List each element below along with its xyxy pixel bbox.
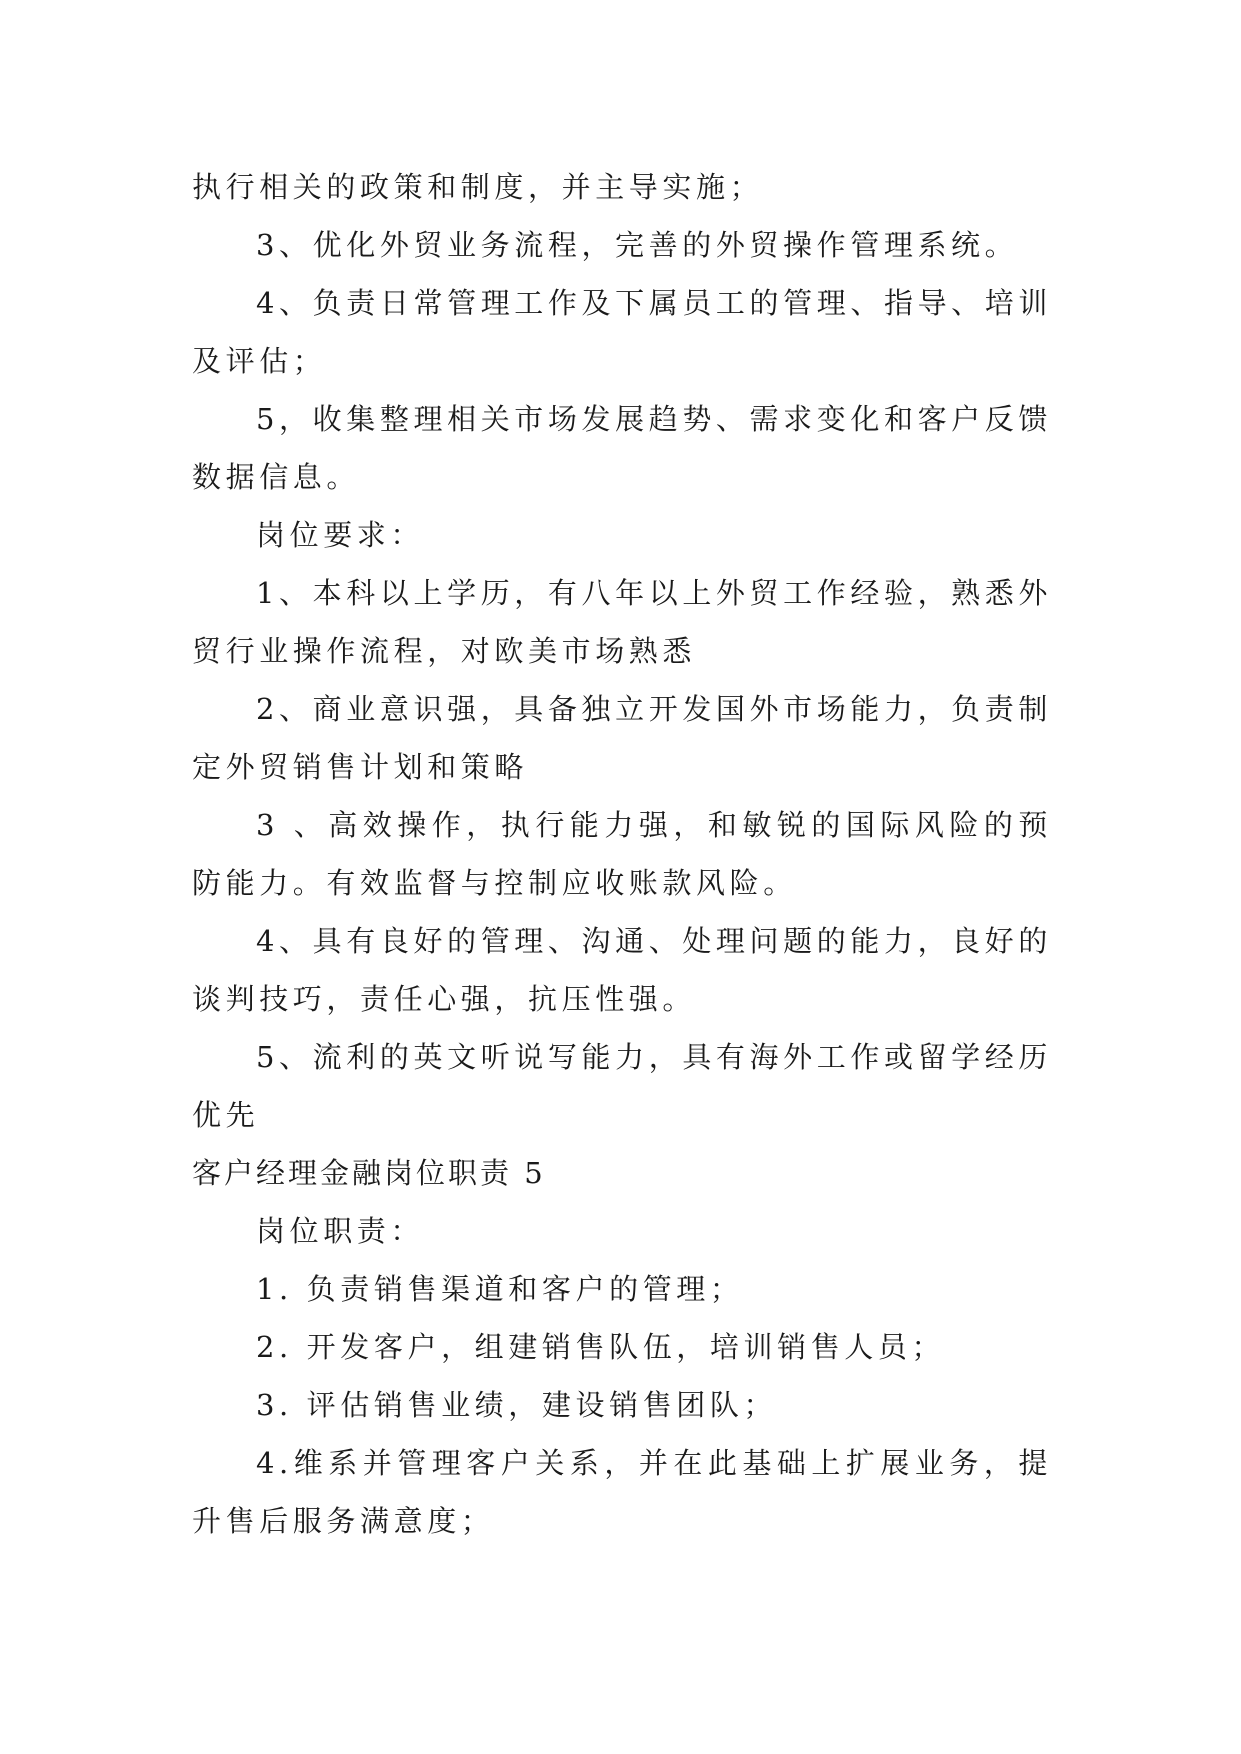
paragraph-section-duty-4: 4.维系并管理客户关系，并在此基础上扩展业务，提升售后服务满意度；	[192, 1446, 1052, 1538]
paragraph-section-duty-3: 3. 评估销售业绩，建设销售团队；	[256, 1388, 778, 1422]
paragraph-duty-5: 5，收集整理相关市场发展趋势、需求变化和客户反馈数据信息。	[192, 402, 1052, 494]
paragraph-duty-3: 3、优化外贸业务流程，完善的外贸操作管理系统。	[256, 228, 1019, 262]
requirements-heading: 岗位要求：	[256, 518, 425, 552]
paragraph-requirement-5: 5、流利的英文听说写能力，具有海外工作或留学经历优先	[192, 1040, 1052, 1132]
paragraph-continuation: 执行相关的政策和制度，并主导实施；	[192, 170, 764, 204]
paragraph-section-duty-1: 1. 负责销售渠道和客户的管理；	[256, 1272, 744, 1306]
duties-heading: 岗位职责：	[256, 1214, 425, 1248]
paragraph-duty-4: 4、负责日常管理工作及下属员工的管理、指导、培训及评估；	[192, 286, 1052, 378]
paragraph-requirement-1: 1、本科以上学历，有八年以上外贸工作经验，熟悉外贸行业操作流程，对欧美市场熟悉	[192, 576, 1052, 668]
paragraph-requirement-2: 2、商业意识强，具备独立开发国外市场能力，负责制定外贸销售计划和策略	[192, 692, 1052, 784]
paragraph-requirement-4: 4、具有良好的管理、沟通、处理问题的能力，良好的谈判技巧，责任心强，抗压性强。	[192, 924, 1052, 1016]
paragraph-requirement-3: 3 、高效操作，执行能力强，和敏锐的国际风险的预防能力。有效监督与控制应收账款风险。	[192, 808, 1052, 900]
section-title: 客户经理金融岗位职责 5	[192, 1156, 546, 1190]
paragraph-section-duty-2: 2. 开发客户，组建销售队伍，培训销售人员；	[256, 1330, 946, 1364]
document-body	[192, 158, 1052, 1550]
